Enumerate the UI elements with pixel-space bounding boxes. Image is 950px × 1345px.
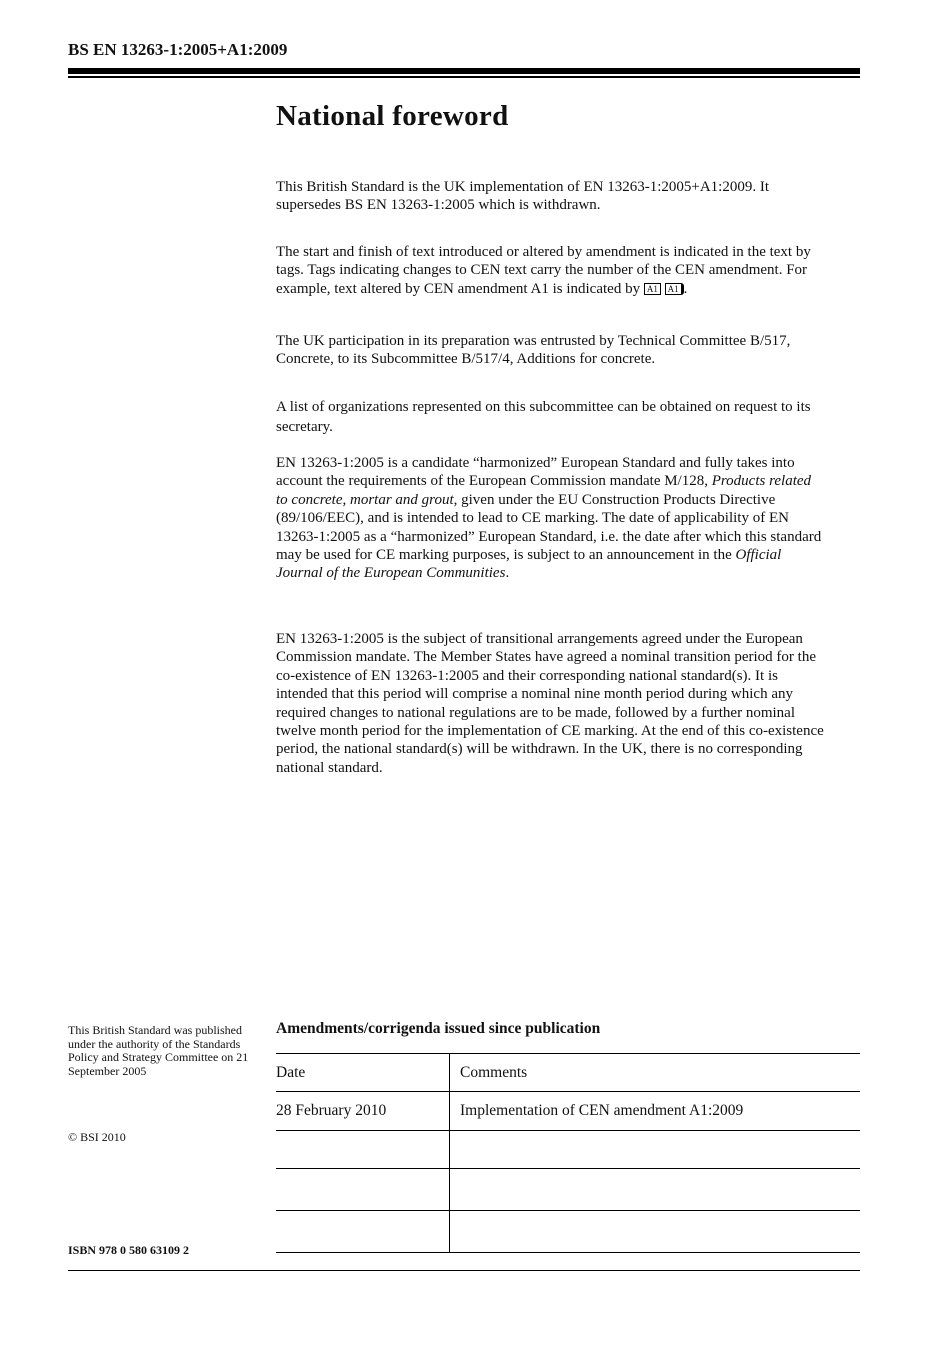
journal-title: Official Journal of the European Communities xyxy=(276,547,782,582)
table-cell-comment xyxy=(450,1131,861,1169)
paragraph-harmonized-b: , given under the EU Construction Products Directive (89/106/EEC), and is intended to lead to CE marking. The date of applicability of EN 13263-1:2005 as a “harmonized” European Standard, i.e. the date after which this standard may be used for CE marking purposes, is subject to an announcement in the xyxy=(276,491,822,564)
table-row xyxy=(276,1211,860,1253)
amendment-open-tag-icon: A1 xyxy=(644,283,661,295)
document-code: BS EN 13263-1:2005+A1:2009 xyxy=(68,40,288,59)
table-row xyxy=(276,1092,860,1131)
table-cell-date xyxy=(276,1131,450,1169)
paragraph-harmonized-end: . xyxy=(505,565,510,582)
table-header-comments: Comments xyxy=(450,1054,861,1092)
amendments-title: Amendments/corrigenda issued since publication xyxy=(276,1020,601,1037)
header-rule-thin xyxy=(68,76,860,78)
copyright: © BSI 2010 xyxy=(68,1130,126,1144)
amendments-table xyxy=(276,1053,860,1253)
paragraph-amendment-tags xyxy=(276,243,824,298)
paragraph-implementation: This British Standard is the UK implementation of EN 13263-1:2005+A1:2009. It supersedes BS EN 13263-1:2005 which is withdrawn. xyxy=(276,179,769,214)
header-rule-thick xyxy=(68,68,860,74)
table-cell-comment: Implementation of CEN amendment A1:2009 xyxy=(450,1092,861,1131)
table-cell-comment xyxy=(450,1169,861,1211)
paragraph-transitional: EN 13263-1:2005 is the subject of transitional arrangements agreed under the European Commission mandate. The Member States have agreed a nominal transition period for the co-existence of EN 13263-1:2005 and their corresponding national standard(s). It is intended that this period will comprise a nominal nine month period during which any required changes to national regulations are to be made, followed by a further nominal twelve month period for the implementation of CE marking. At the end of this co-existence period, the national standard(s) will be withdrawn. In the UK, there is no corresponding national standard. xyxy=(276,631,824,776)
table-cell-comment xyxy=(450,1211,861,1253)
page-title: National foreword xyxy=(276,100,509,132)
paragraph-participation: The UK participation in its preparation was entrusted by Technical Committee B/517, Concrete, to its Subcommittee B/517/4, Additions for concrete. xyxy=(276,333,791,368)
paragraph-amendment-tags-text: The start and finish of text introduced or altered by amendment is indicated in the text by tags. Tags indicating changes to CEN text carry the number of the CEN amendment. For example, text altered by CEN amendment A1 is indicated by xyxy=(276,244,811,297)
table-cell-date xyxy=(276,1169,450,1211)
mandate-title: Products related to concrete, mortar and grout xyxy=(276,473,812,508)
paragraph-harmonized-a: EN 13263-1:2005 is a candidate “harmonized” European Standard and fully takes into account the requirements of the European Commission mandate M/128, xyxy=(276,455,795,490)
isbn: ISBN 978 0 580 63109 2 xyxy=(68,1243,190,1257)
table-cell-date xyxy=(276,1211,450,1253)
publication-note: This British Standard was published under the authority of the Standards Policy and Strategy Committee on 21 September 2005 xyxy=(68,1023,249,1078)
paragraph-organizations: A list of organizations represented on this subcommittee can be obtained on request to its secretary. xyxy=(276,399,811,435)
amendment-close-tag-icon: A1 xyxy=(665,283,684,295)
table-row xyxy=(276,1131,860,1169)
table-header-row xyxy=(276,1054,860,1092)
table-cell-date: 28 February 2010 xyxy=(276,1092,450,1131)
footer-rule xyxy=(68,1270,860,1271)
paragraph-amendment-tags-end: . xyxy=(683,280,688,297)
paragraph-harmonized xyxy=(276,454,824,583)
table-row xyxy=(276,1169,860,1211)
table-header-date: Date xyxy=(276,1054,450,1092)
